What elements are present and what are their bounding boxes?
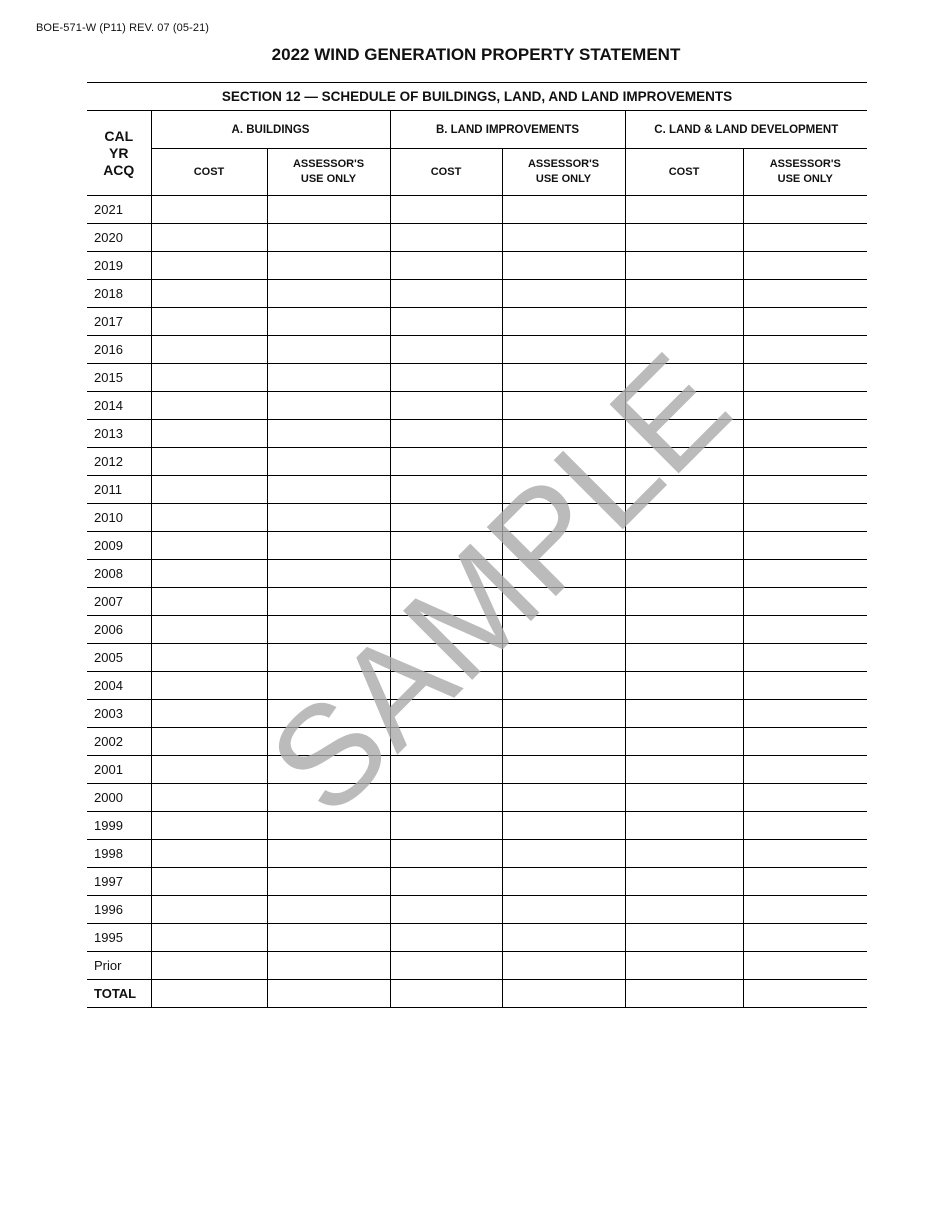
land-improvements-cost-cell[interactable] — [390, 364, 502, 392]
buildings-assessor-cell[interactable] — [267, 560, 390, 588]
year-label: 1998 — [87, 840, 151, 868]
table-row — [87, 756, 867, 784]
land-improvements-assessor-cell[interactable] — [502, 784, 625, 812]
table-row — [87, 392, 867, 420]
year-label: 2005 — [87, 644, 151, 672]
land-improvements-assessor-cell[interactable] — [502, 336, 625, 364]
land-improvements-assessor-cell[interactable] — [502, 420, 625, 448]
table-row — [87, 924, 867, 952]
land-improvements-assessor-cell[interactable] — [502, 504, 625, 532]
buildings-cost-cell[interactable] — [151, 840, 267, 868]
land-assessor-cell[interactable] — [743, 392, 867, 420]
buildings-cost-cell[interactable] — [151, 672, 267, 700]
land-cost-cell[interactable] — [625, 616, 743, 644]
land-assessor-cell[interactable] — [743, 476, 867, 504]
land-assessor-cell[interactable] — [743, 924, 867, 952]
land-assessor-cell[interactable] — [743, 812, 867, 840]
year-acquired-header — [87, 111, 151, 196]
land-cost-cell[interactable] — [625, 252, 743, 280]
land-cost-cell[interactable] — [625, 532, 743, 560]
buildings-assessor-cell[interactable] — [267, 476, 390, 504]
year-label: 2008 — [87, 560, 151, 588]
land-assessor-cell[interactable] — [743, 532, 867, 560]
land-cost-cell[interactable] — [625, 392, 743, 420]
document-title: 2022 WIND GENERATION PROPERTY STATEMENT — [271, 45, 681, 64]
land-cost-cell[interactable] — [625, 504, 743, 532]
buildings-cost-cell[interactable] — [151, 588, 267, 616]
buildings-cost-cell[interactable] — [151, 616, 267, 644]
table-row — [87, 616, 867, 644]
total-label: TOTAL — [87, 980, 151, 1008]
table-row — [87, 728, 867, 756]
table-row — [87, 308, 867, 336]
land-cost-cell[interactable] — [625, 672, 743, 700]
land-improvements-assessor-cell[interactable] — [502, 364, 625, 392]
year-label: 1999 — [87, 812, 151, 840]
land-assessor-cell[interactable] — [743, 252, 867, 280]
year-label: Prior — [87, 952, 151, 980]
year-header-line-3: ACQ — [103, 161, 135, 178]
land-improvements-cost-cell[interactable] — [390, 280, 502, 308]
buildings-cost-cell[interactable] — [151, 924, 267, 952]
land-assessor-cell[interactable] — [743, 700, 867, 728]
land-assessor-cell[interactable] — [743, 364, 867, 392]
assessor-line-2: USE ONLY — [300, 173, 357, 185]
land-assessor-cell[interactable] — [743, 672, 867, 700]
buildings-cost-cell[interactable] — [151, 728, 267, 756]
land-improvements-assessor-cell[interactable] — [502, 980, 625, 1008]
land-cost-cell[interactable] — [625, 896, 743, 924]
land-improvements-cost-cell[interactable] — [390, 784, 502, 812]
table-row — [87, 364, 867, 392]
year-label: 1997 — [87, 868, 151, 896]
buildings-assessor-cell[interactable] — [267, 952, 390, 980]
land-improvements-cost-cell[interactable] — [390, 924, 502, 952]
buildings-cost-cell[interactable] — [151, 700, 267, 728]
buildings-assessor-cell[interactable] — [267, 784, 390, 812]
land-improvements-assessor-cell[interactable] — [502, 224, 625, 252]
assessor-line-1: ASSESSOR'S — [527, 158, 600, 170]
land-cost-cell[interactable] — [625, 952, 743, 980]
land-improvements-cost-cell[interactable] — [390, 952, 502, 980]
land-cost-cell[interactable] — [625, 196, 743, 224]
year-label: 2000 — [87, 784, 151, 812]
land-assessor-cell[interactable] — [743, 420, 867, 448]
table-row — [87, 560, 867, 588]
land-assessor-cell[interactable] — [743, 336, 867, 364]
buildings-cost-cell[interactable] — [151, 196, 267, 224]
land-improvements-assessor-cell[interactable] — [502, 560, 625, 588]
buildings-assessor-cell[interactable] — [267, 280, 390, 308]
year-header-line-2: YR — [109, 144, 129, 161]
buildings-assessor-cell[interactable] — [267, 336, 390, 364]
buildings-assessor-cell[interactable] — [267, 532, 390, 560]
buildings-assessor-cell[interactable] — [267, 868, 390, 896]
land-assessor-cell[interactable] — [743, 952, 867, 980]
buildings-assessor-cell[interactable] — [267, 196, 390, 224]
land-cost-cell[interactable] — [625, 700, 743, 728]
table-row — [87, 504, 867, 532]
land-improvements-assessor-cell[interactable] — [502, 952, 625, 980]
land-cost-cell[interactable] — [625, 420, 743, 448]
land-improvements-cost-cell[interactable] — [390, 868, 502, 896]
land-cost-cell[interactable] — [625, 448, 743, 476]
land-improvements-assessor-cell[interactable] — [502, 700, 625, 728]
land-improvements-cost-cell[interactable] — [390, 728, 502, 756]
land-improvements-cost-cell[interactable] — [390, 588, 502, 616]
buildings-header: A. BUILDINGS — [151, 111, 390, 149]
land-improvements-cost-cell[interactable] — [390, 700, 502, 728]
land-improvements-assessor-cell[interactable] — [502, 924, 625, 952]
land-improvements-assessor-cell[interactable] — [502, 448, 625, 476]
land-improvements-cost-cell[interactable] — [390, 980, 502, 1008]
year-label: 2006 — [87, 616, 151, 644]
land-improvements-cost-cell[interactable] — [390, 756, 502, 784]
land-improvements-assessor-cell[interactable] — [502, 476, 625, 504]
buildings-assessor-cell[interactable] — [267, 224, 390, 252]
land-cost-cell[interactable] — [625, 980, 743, 1008]
land-improvements-assessor-header — [502, 149, 625, 196]
assessor-line-1: ASSESSOR'S — [292, 158, 365, 170]
year-label: 2001 — [87, 756, 151, 784]
buildings-assessor-cell[interactable] — [267, 504, 390, 532]
land-improvements-cost-cell[interactable] — [390, 896, 502, 924]
buildings-assessor-cell[interactable] — [267, 644, 390, 672]
land-improvements-assessor-cell[interactable] — [502, 728, 625, 756]
year-label: 2013 — [87, 420, 151, 448]
land-assessor-cell[interactable] — [743, 448, 867, 476]
land-improvements-cost-cell[interactable] — [390, 672, 502, 700]
buildings-cost-cell[interactable] — [151, 280, 267, 308]
buildings-cost-cell[interactable] — [151, 504, 267, 532]
land-improvements-assessor-cell[interactable] — [502, 588, 625, 616]
land-improvements-cost-cell[interactable] — [390, 448, 502, 476]
land-assessor-cell[interactable] — [743, 756, 867, 784]
buildings-assessor-cell[interactable] — [267, 924, 390, 952]
buildings-assessor-cell[interactable] — [267, 840, 390, 868]
buildings-assessor-cell[interactable] — [267, 420, 390, 448]
land-improvements-cost-cell[interactable] — [390, 504, 502, 532]
year-label: 2012 — [87, 448, 151, 476]
land-improvements-assessor-cell[interactable] — [502, 812, 625, 840]
land-assessor-cell[interactable] — [743, 784, 867, 812]
land-improvements-assessor-cell[interactable] — [502, 896, 625, 924]
year-label: 1995 — [87, 924, 151, 952]
land-improvements-cost-cell[interactable] — [390, 308, 502, 336]
buildings-cost-cell[interactable] — [151, 448, 267, 476]
land-assessor-cell[interactable] — [743, 896, 867, 924]
land-assessor-cell[interactable] — [743, 504, 867, 532]
total-row — [87, 980, 867, 1008]
land-improvements-cost-cell[interactable] — [390, 392, 502, 420]
year-label: 2003 — [87, 700, 151, 728]
land-assessor-cell[interactable] — [743, 280, 867, 308]
buildings-assessor-cell[interactable] — [267, 364, 390, 392]
table-row — [87, 252, 867, 280]
land-cost-cell[interactable] — [625, 728, 743, 756]
land-cost-cell[interactable] — [625, 756, 743, 784]
land-cost-cell[interactable] — [625, 812, 743, 840]
buildings-cost-cell[interactable] — [151, 532, 267, 560]
land-improvements-assessor-cell[interactable] — [502, 868, 625, 896]
land-assessor-cell[interactable] — [743, 644, 867, 672]
land-cost-cell[interactable] — [625, 924, 743, 952]
buildings-assessor-cell[interactable] — [267, 980, 390, 1008]
buildings-assessor-cell[interactable] — [267, 672, 390, 700]
schedule-rows — [87, 196, 867, 1008]
year-label: 2020 — [87, 224, 151, 252]
year-header-line-1: CAL — [104, 127, 134, 144]
land-assessor-cell[interactable] — [743, 980, 867, 1008]
land-improvements-cost-cell[interactable] — [390, 196, 502, 224]
buildings-cost-cell[interactable] — [151, 896, 267, 924]
land-cost-cell[interactable] — [625, 868, 743, 896]
land-cost-cell[interactable] — [625, 364, 743, 392]
buildings-cost-cell[interactable] — [151, 420, 267, 448]
buildings-assessor-cell[interactable] — [267, 700, 390, 728]
table-row — [87, 196, 867, 224]
land-cost-cell[interactable] — [625, 336, 743, 364]
land-improvements-cost-cell[interactable] — [390, 532, 502, 560]
land-improvements-cost-cell[interactable] — [390, 644, 502, 672]
buildings-cost-cell[interactable] — [151, 364, 267, 392]
year-label: 2015 — [87, 364, 151, 392]
year-label: 2002 — [87, 728, 151, 756]
land-cost-cell[interactable] — [625, 224, 743, 252]
schedule-sheet — [87, 82, 867, 1008]
land-improvements-assessor-cell[interactable] — [502, 252, 625, 280]
land-improvements-assessor-cell[interactable] — [502, 756, 625, 784]
year-label: 2021 — [87, 196, 151, 224]
land-cost-cell[interactable] — [625, 308, 743, 336]
table-row — [87, 532, 867, 560]
year-label: 2014 — [87, 392, 151, 420]
table-row — [87, 784, 867, 812]
buildings-cost-cell[interactable] — [151, 756, 267, 784]
buildings-assessor-cell[interactable] — [267, 812, 390, 840]
form-id: BOE-571-W (P11) REV. 07 (05-21) — [36, 22, 210, 34]
buildings-cost-cell[interactable] — [151, 644, 267, 672]
land-improvements-assessor-cell[interactable] — [502, 196, 625, 224]
assessor-line-2: USE ONLY — [535, 173, 592, 185]
table-row — [87, 840, 867, 868]
land-assessor-header — [743, 149, 867, 196]
buildings-assessor-cell[interactable] — [267, 588, 390, 616]
buildings-cost-cell[interactable] — [151, 784, 267, 812]
land-assessor-cell[interactable] — [743, 588, 867, 616]
land-assessor-cell[interactable] — [743, 308, 867, 336]
land-assessor-cell[interactable] — [743, 224, 867, 252]
land-improvements-assessor-cell[interactable] — [502, 644, 625, 672]
buildings-assessor-cell[interactable] — [267, 728, 390, 756]
buildings-assessor-cell[interactable] — [267, 756, 390, 784]
buildings-assessor-cell[interactable] — [267, 392, 390, 420]
land-improvements-assessor-cell[interactable] — [502, 392, 625, 420]
table-row — [87, 812, 867, 840]
table-row — [87, 672, 867, 700]
table-row — [87, 588, 867, 616]
land-cost-header: COST — [625, 149, 743, 196]
land-cost-cell[interactable] — [625, 588, 743, 616]
buildings-cost-cell[interactable] — [151, 476, 267, 504]
year-label: 2017 — [87, 308, 151, 336]
land-improvements-assessor-cell[interactable] — [502, 532, 625, 560]
land-improvements-cost-cell[interactable] — [390, 476, 502, 504]
land-improvements-assessor-cell[interactable] — [502, 308, 625, 336]
buildings-cost-cell[interactable] — [151, 252, 267, 280]
land-improvements-cost-cell[interactable] — [390, 336, 502, 364]
buildings-cost-cell[interactable] — [151, 812, 267, 840]
land-cost-cell[interactable] — [625, 644, 743, 672]
land-improvements-cost-cell[interactable] — [390, 616, 502, 644]
buildings-assessor-cell[interactable] — [267, 448, 390, 476]
buildings-cost-cell[interactable] — [151, 308, 267, 336]
land-improvements-assessor-cell[interactable] — [502, 840, 625, 868]
land-assessor-cell[interactable] — [743, 728, 867, 756]
land-improvements-header: B. LAND IMPROVEMENTS — [390, 111, 625, 149]
land-cost-cell[interactable] — [625, 476, 743, 504]
table-row — [87, 896, 867, 924]
table-row — [87, 336, 867, 364]
table-row — [87, 448, 867, 476]
buildings-cost-cell[interactable] — [151, 560, 267, 588]
land-assessor-cell[interactable] — [743, 196, 867, 224]
section-title: SECTION 12 — SCHEDULE OF BUILDINGS, LAND, AND LAND IMPROVEMENTS — [87, 82, 867, 111]
buildings-cost-header: COST — [151, 149, 267, 196]
buildings-cost-cell[interactable] — [151, 868, 267, 896]
buildings-assessor-cell[interactable] — [267, 308, 390, 336]
land-development-header: C. LAND & LAND DEVELOPMENT — [625, 111, 867, 149]
buildings-cost-cell[interactable] — [151, 224, 267, 252]
watermark-text: SAMPLE — [239, 324, 760, 844]
land-improvements-cost-cell[interactable] — [390, 840, 502, 868]
year-label: 2016 — [87, 336, 151, 364]
table-row — [87, 280, 867, 308]
year-label: 2004 — [87, 672, 151, 700]
year-label: 2009 — [87, 532, 151, 560]
table-row — [87, 476, 867, 504]
table-row — [87, 420, 867, 448]
land-improvements-cost-cell[interactable] — [390, 812, 502, 840]
land-cost-cell[interactable] — [625, 784, 743, 812]
year-label: 2019 — [87, 252, 151, 280]
land-cost-cell[interactable] — [625, 280, 743, 308]
year-label: 2011 — [87, 476, 151, 504]
land-improvements-cost-header: COST — [390, 149, 502, 196]
land-improvements-assessor-cell[interactable] — [502, 672, 625, 700]
buildings-assessor-cell[interactable] — [267, 616, 390, 644]
table-row — [87, 952, 867, 980]
schedule-table — [87, 111, 867, 1008]
land-improvements-cost-cell[interactable] — [390, 420, 502, 448]
table-row — [87, 868, 867, 896]
buildings-cost-cell[interactable] — [151, 952, 267, 980]
land-assessor-cell[interactable] — [743, 560, 867, 588]
table-row — [87, 224, 867, 252]
year-label: 1996 — [87, 896, 151, 924]
year-label: 2018 — [87, 280, 151, 308]
year-label: 2010 — [87, 504, 151, 532]
land-cost-cell[interactable] — [625, 840, 743, 868]
land-improvements-assessor-cell[interactable] — [502, 616, 625, 644]
buildings-assessor-cell[interactable] — [267, 252, 390, 280]
land-improvements-cost-cell[interactable] — [390, 252, 502, 280]
land-cost-cell[interactable] — [625, 560, 743, 588]
buildings-assessor-header — [267, 149, 390, 196]
assessor-line-1: ASSESSOR'S — [769, 158, 841, 170]
buildings-cost-cell[interactable] — [151, 980, 267, 1008]
assessor-line-2: USE ONLY — [777, 173, 833, 185]
land-improvements-cost-cell[interactable] — [390, 560, 502, 588]
land-improvements-cost-cell[interactable] — [390, 224, 502, 252]
buildings-assessor-cell[interactable] — [267, 896, 390, 924]
table-row — [87, 644, 867, 672]
buildings-cost-cell[interactable] — [151, 392, 267, 420]
land-improvements-assessor-cell[interactable] — [502, 280, 625, 308]
table-row — [87, 700, 867, 728]
land-assessor-cell[interactable] — [743, 868, 867, 896]
year-label: 2007 — [87, 588, 151, 616]
land-assessor-cell[interactable] — [743, 840, 867, 868]
buildings-cost-cell[interactable] — [151, 336, 267, 364]
land-assessor-cell[interactable] — [743, 616, 867, 644]
